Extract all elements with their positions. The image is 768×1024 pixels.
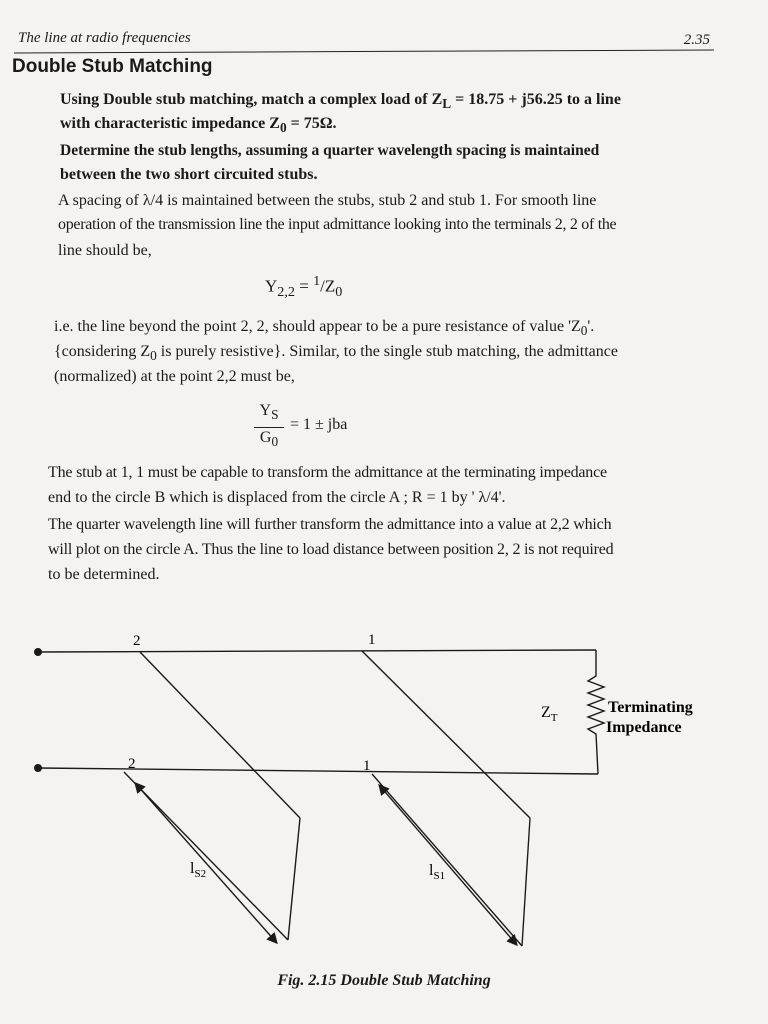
body-p3-line-2: end to the circle B which is displaced from the circle A ; R = 1 by ' λ/4'. <box>48 489 506 506</box>
equation-admittance-rhs: = 1 ± jba <box>290 416 348 433</box>
ls2-dimension-arrow <box>136 784 276 942</box>
body-p2-line-2: {considering $Z_0$ is purely resistive}. Similar, to the single stub matching, the admittance <box>54 343 618 364</box>
body-p1-line-1: A spacing of λ/4 is maintained between the stubs, stub 2 and stub 1. For smooth line <box>58 192 597 209</box>
ls1-label: $l_{S1}$ <box>429 862 446 882</box>
terminating-label-2: Impedance <box>606 719 682 736</box>
equation-ys-numerator: $Y_S$ <box>259 402 279 423</box>
label-1-bottom: 1 <box>363 758 371 774</box>
body-p3-line-4: will plot on the circle A. Thus the line to load distance between position 2, 2 is not required <box>48 541 614 558</box>
running-title: The line at radio frequencies <box>18 30 191 46</box>
problem-line-2: with characteristic impedance $Z_0 = 75\Omega$. <box>60 115 337 136</box>
body-p3-line-1: The stub at 1, 1 must be capable to transform the admittance at the terminating impedance <box>48 464 607 481</box>
label-2-bottom: 2 <box>128 756 136 772</box>
body-p1-line-3: line should be, <box>58 242 152 259</box>
problem-line-1: Using Double stub matching, match a complex load of $Z_L = 18.75 + j56.25$ to a line <box>60 91 621 112</box>
label-1-top: 1 <box>368 632 376 648</box>
zt-label: $Z_T$ <box>541 704 558 724</box>
stub1-vertical <box>522 818 530 946</box>
stub2-diagonal <box>140 652 300 818</box>
terminating-resistor <box>588 650 604 774</box>
body-p3-line-5: to be determined. <box>48 566 160 583</box>
stub1-diagonal <box>362 651 530 818</box>
equation-y22: $Y_{2,2} = ^1/Z_0$ <box>265 273 343 301</box>
stub2-vertical <box>288 818 300 940</box>
ls1-dimension-arrow <box>380 786 516 944</box>
top-transmission-line <box>38 650 596 652</box>
terminating-label-1: Terminating <box>608 699 693 716</box>
body-p1-line-2: operation of the transmission line the input admittance looking into the terminals 2, 2 of the <box>58 216 617 233</box>
terminal-bottom <box>34 764 42 772</box>
stub1-lower-diagonal <box>372 774 522 946</box>
body-p3-line-3: The quarter wavelength line will further transform the admittance into a value at 2,2 which <box>48 516 612 533</box>
problem-line-4: between the two short circuited stubs. <box>60 166 318 183</box>
label-2-top: 2 <box>133 633 141 649</box>
figure-caption: Fig. 2.15 Double Stub Matching <box>277 972 491 989</box>
body-p2-line-3: (normalized) at the point 2,2 must be, <box>54 368 295 385</box>
body-p2-line-1: i.e. the line beyond the point 2, 2, should appear to be a pure resistance of value '$Z_0$'. <box>54 318 595 339</box>
equation-g0-denominator: $G_0$ <box>259 429 279 450</box>
ls2-label: $l_{S2}$ <box>190 860 207 880</box>
section-title: Double Stub Matching <box>12 56 213 77</box>
terminal-top <box>34 648 42 656</box>
bottom-transmission-line <box>38 768 598 774</box>
problem-line-3: Determine the stub lengths, assuming a quarter wavelength spacing is maintained <box>60 142 600 159</box>
page-number: 2.35 <box>683 32 710 48</box>
